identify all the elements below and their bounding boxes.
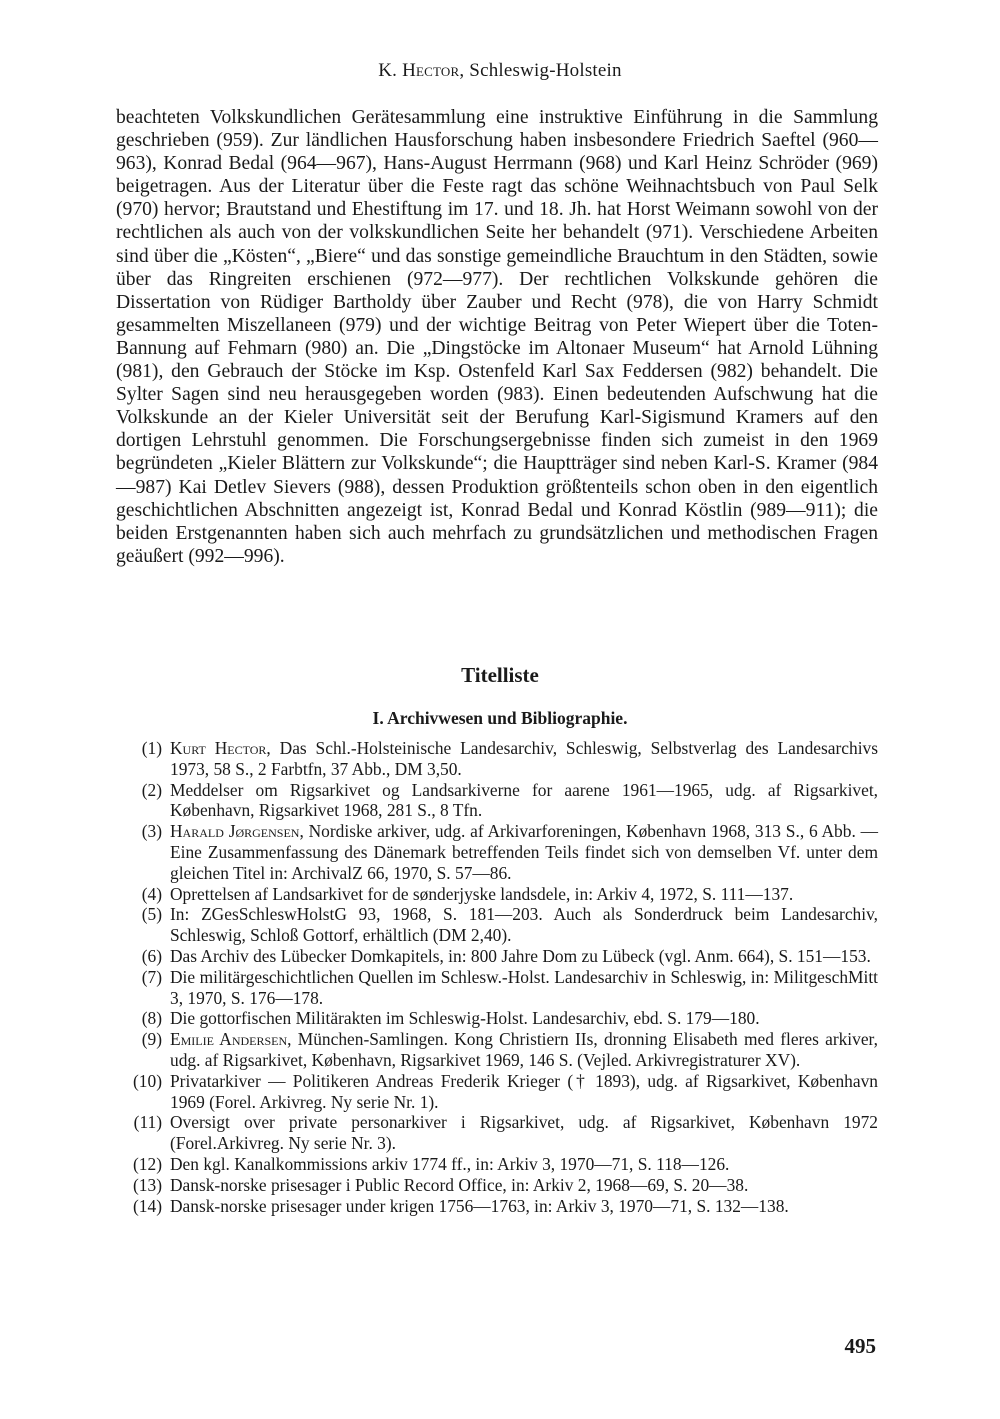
entry-number: (11) [133, 1112, 162, 1133]
bibliography-entry [126, 1112, 878, 1154]
bibliography-entry [126, 1071, 878, 1113]
entry-number: (14) [133, 1195, 162, 1216]
entry-text [170, 904, 878, 946]
bibliography-entry [126, 904, 878, 946]
entry-citation: , Nordiske arkiver, udg. af Arkivarforeningen, København 1968, 313 S., 6 Abb. — Eine Zusammenfassung des Dänemark betreffenden Teils findet sich von demselben Vf. unter dem gleichen Titel in: ArchivalZ 66, 1970, S. 57—86. [170, 821, 878, 883]
entry-text [170, 1196, 878, 1217]
entry-number: (4) [141, 883, 162, 904]
entry-number: (13) [133, 1174, 162, 1195]
entry-citation: In: ZGesSchleswHolstG 93, 1968, S. 181—203. Auch als Sonderdruck beim Landesarchiv, Schleswig, Schloß Gottorf, erhältlich (DM 2,40). [170, 904, 878, 946]
entry-author: Harald Jørgensen [170, 821, 300, 842]
entry-citation: Meddelser om Rigsarkivet og Landsarkiverne for aarene 1961—1965, udg. af Rigsarkivet, København, Rigsarkivet 1968, 281 S., 8 Tfn. [170, 779, 878, 821]
bibliography-entry [126, 1008, 878, 1029]
running-head-separator: , [459, 60, 470, 81]
page-number: 495 [844, 1334, 876, 1358]
bibliography-entry [126, 1154, 878, 1175]
bibliography-entry [126, 1029, 878, 1071]
bibliography-entry [126, 884, 878, 905]
entry-text [170, 1008, 878, 1029]
entry-author: Kurt Hector [170, 738, 267, 758]
bibliography-entry [126, 1175, 878, 1196]
entry-citation: Oprettelsen af Landsarkivet for de sønderjyske landsdele, in: Arkiv 4, 1972, S. 111—137. [170, 883, 794, 904]
bibliography-entry [126, 946, 878, 967]
entry-citation: Das Archiv des Lübecker Domkapitels, in: 800 Jahre Dom zu Lübeck (vgl. Anm. 664), S. 151—153. [170, 945, 871, 966]
bibliography-list [126, 738, 878, 1216]
body-paragraph: beachteten Volkskundlichen Gerätesammlung eine instruktive Einführung in die Sammlung geschrieben (959). Zur ländlichen Hausforschung haben insbesondere Friedrich Saeftel (960—963), Konrad Bedal (964—967), Hans-August Herrmann (968) und Karl Heinz Schröder (969) beigetragen. Aus der Literatur über die Feste ragt das schöne Weihnachtsbuch von Paul Selk (970) hervor; Brautstand und Ehestiftung im 17. und 18. Jh. hat Horst Weimann sowohl von der rechtlichen als auch von der volkskundlichen Seite her behandelt (971). Verschiedene Arbeiten sind über die „Kösten“, „Biere“ und das sonstige gemeindliche Brauchtum in den Städten, sowie über das Ringreiten erschienen (972—977). Der rechtlichen Volkskunde gehören die Dissertation von Rüdiger Bartholdy über Zauber und Recht (978), die von Harry Schmidt gesammelten Miszellaneen (979) und der wichtige Beitrag von Peter Wiepert über die Toten-Bannung auf Fehmarn (980) an. Die „Dingstöcke im Altonaer Museum“ hat Arnold Lühning (981), den Gebrauch der Stöcke im Ksp. Ostenfeld Karl Sax Feddersen (982) behandelt. Die Sylter Sagen sind neu herausgegeben worden (983). Einen bedeutenden Aufschwung hat die Volkskunde an der Kieler Universität seit der Berufung Karl-Sigismund Kramers auf den dortigen Lehrstuhl genommen. Die Forschungsergebnisse finden sich zumeist in den 1969 begründeten „Kieler Blättern zur Volkskunde“; die Hauptträger sind neben Karl-S. Kramer (984—987) Kai Detlev Sievers (988), dessen Produktion größtenteils schon oben in den eigentlich geschichtlichen Abschnitten angezeigt ist, Konrad Bedal und Konrad Köstlin (989—911); die beiden Erstgenannten haben sich auch mehrfach zu grundsätzlichen und methodischen Fragen geäußert (992—996). [116, 107, 878, 567]
entry-citation: Die militärgeschichtlichen Quellen im Schlesw.-Holst. Landesarchiv in Schleswig, in: MilitgeschMitt 3, 1970, S. 176—178. [170, 966, 878, 1008]
bibliography-entry [126, 780, 878, 822]
section-title: Titelliste [461, 663, 539, 687]
entry-citation: Oversigt over private personarkiver i Rigsarkivet, udg. af Rigsarkivet, København 1972 (Forel.Arkivreg. Ny serie Nr. 3). [170, 1112, 878, 1154]
entry-number: (8) [141, 1008, 162, 1029]
entry-number: (9) [141, 1029, 162, 1050]
entry-citation: Dansk-norske prisesager under krigen 1756—1763, in: Arkiv 3, 1970—71, S. 132—138. [170, 1195, 789, 1216]
entry-text [170, 946, 878, 967]
bibliography-entry [126, 967, 878, 1009]
entry-text [170, 1154, 878, 1175]
running-head-title: Schleswig-Holstein [469, 60, 622, 81]
entry-number: (2) [141, 779, 162, 800]
entry-text [170, 738, 878, 780]
entry-text [170, 1029, 878, 1071]
entry-text [170, 780, 878, 822]
entry-citation: Den kgl. Kanalkommissions arkiv 1774 ff., in: Arkiv 3, 1970—71, S. 118—126. [170, 1153, 730, 1174]
entry-text [170, 1112, 878, 1154]
entry-citation: , München-Samlingen. Kong Christiern IIs, dronning Elisabeth med fleres arkiver, udg. af Rigsarkivet, København, Rigsarkivet 1969, 146 S. (Vejled. Arkivregistraturer XV). [170, 1029, 878, 1070]
entry-citation: Dansk-norske prisesager i Public Record Office, in: Arkiv 2, 1968—69, S. 20—38. [170, 1174, 749, 1195]
running-head-author: K. Hector [378, 60, 460, 81]
entry-citation: , Das Schl.-Holsteinische Landesarchiv, Schleswig, Selbstverlag des Landesarchivs 1973, 58 S., 2 Farbtfn, 37 Abb., DM 3,50. [170, 738, 878, 779]
entry-number: (7) [141, 966, 162, 987]
entry-text [170, 967, 878, 1009]
entry-text [170, 1175, 878, 1196]
entry-number: (1) [141, 738, 162, 758]
entry-number: (10) [133, 1070, 162, 1091]
entry-text [170, 1071, 878, 1113]
bibliography-entry [126, 821, 878, 883]
bibliography-entry [126, 1196, 878, 1217]
subsection-title: I. Archivwesen und Bibliographie. [372, 708, 628, 728]
entry-text [170, 884, 878, 905]
entry-author: Emilie Andersen [170, 1029, 288, 1050]
entry-number: (3) [141, 821, 162, 842]
bibliography-entry [126, 738, 878, 780]
running-head [0, 60, 1000, 82]
entry-number: (12) [133, 1153, 162, 1174]
entry-number: (6) [141, 945, 162, 966]
entry-number: (5) [141, 904, 162, 925]
entry-citation: Die gottorfischen Militärakten im Schleswig-Holst. Landesarchiv, ebd. S. 179—180. [170, 1008, 760, 1029]
entry-citation: Privatarkiver — Politikeren Andreas Frederik Krieger († 1893), udg. af Rigsarkivet, København 1969 (Forel. Arkivreg. Ny serie Nr. 1). [170, 1070, 878, 1112]
entry-text [170, 821, 878, 883]
